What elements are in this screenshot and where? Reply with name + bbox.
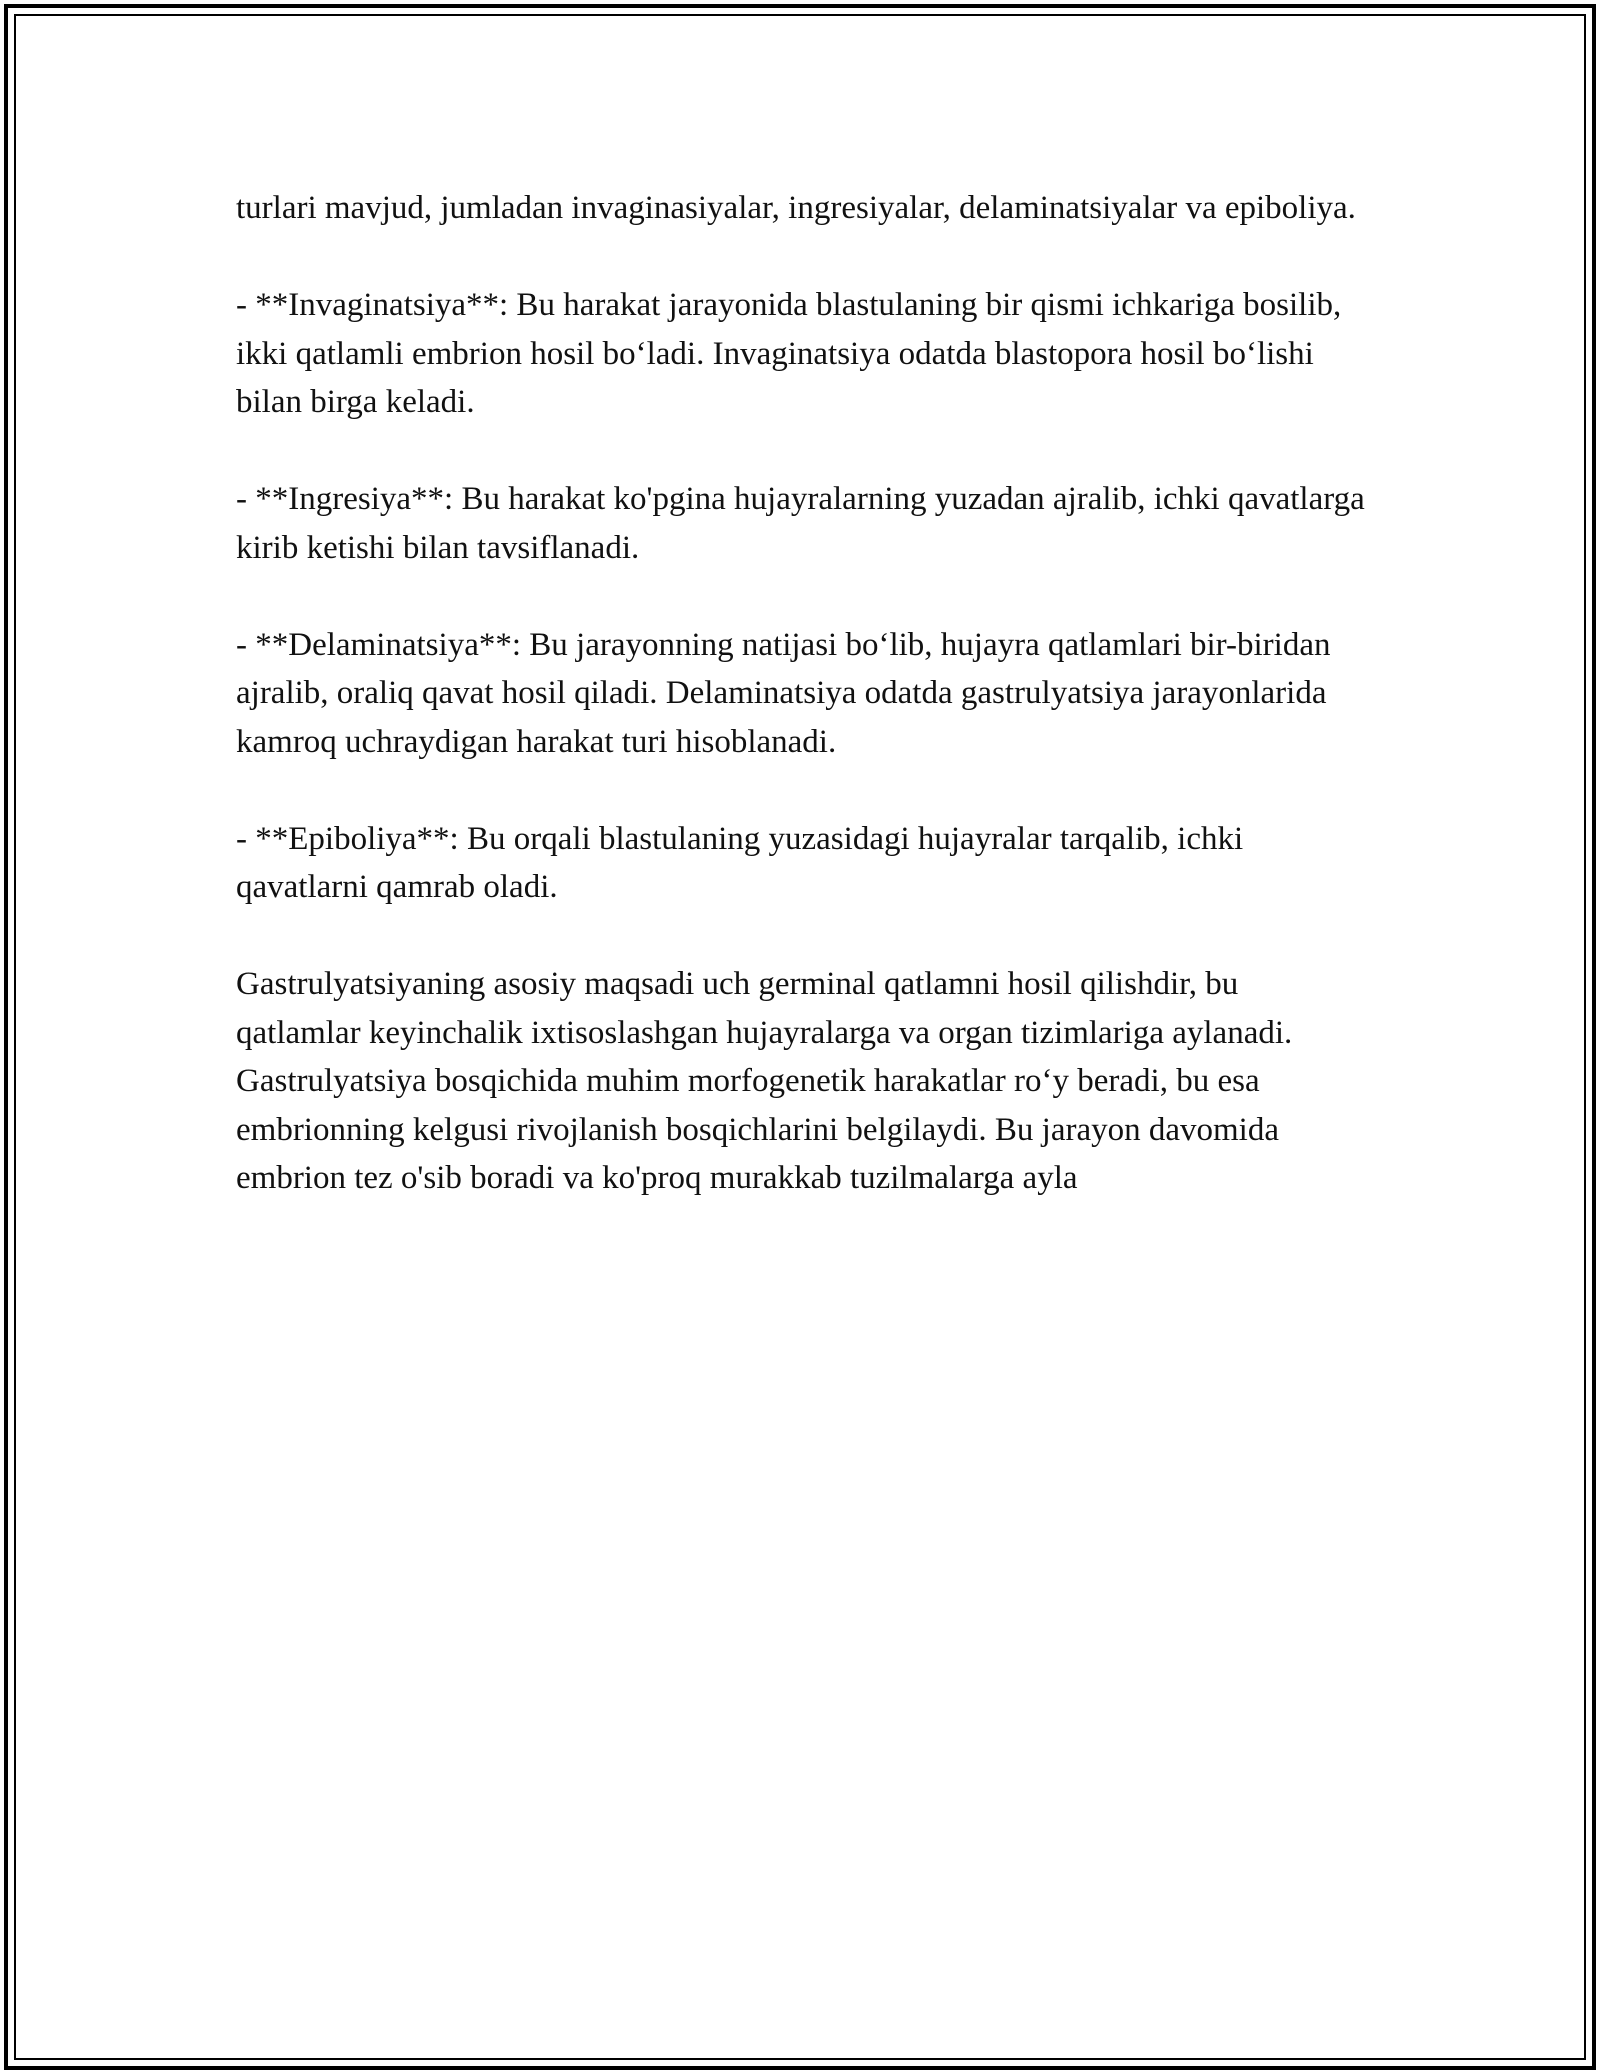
paragraph-intro: turlari mavjud, jumladan invaginasiyalar, ingresiyalar, delaminatsiyalar va epiboliya. xyxy=(236,190,1356,226)
paragraph-delaminatsiya: - **Delaminatsiya**: Bu jarayonning natijasi bo‘lib, hujayra qatlamlari bir-biridan ajralib, oraliq qavat hosil qiladi. Delaminatsiya odatda gastrulyatsiya jarayonlarida kamroq uchraydigan harakat turi hisoblanadi. xyxy=(236,626,1331,760)
paragraph-invaginatsiya: - **Invaginatsiya**: Bu harakat jarayonida blastulaning bir qismi ichkariga bosilib, ikki qatlamli embrion hosil bo‘ladi. Invaginatsiya odatda blastopora hosil bo‘lishi bilan birga keladi. xyxy=(236,287,1342,420)
paragraph-epiboliya: - **Epiboliya**: Bu orqali blastulaning yuzasidagi hujayralar tarqalib, ichki qavatlarni qamrab oladi. xyxy=(236,820,1244,905)
paragraph-ingresiya: - **Ingresiya**: Bu harakat ko'pgina hujayralarning yuzadan ajralib, ichki qavatlarga kirib ketishi bilan tavsiflanadi. xyxy=(236,481,1365,566)
paragraph-gastrulyatsiya-summary: Gastrulyatsiyaning asosiy maqsadi uch germinal qatlamni hosil qilishdir, bu qatlamlar keyinchalik ixtisoslashgan hujayralarga va organ tizimlariga aylanadi. Gastrulyatsiya bosqichida muhim morfogenetik harakatlar ro‘y beradi, bu esa embrionning kelgusi rivojlanish bosqichlarini belgilaydi. Bu jarayon davomida embrion tez o'sib boradi va ko'proq murakkab tuzilmalarga ayla xyxy=(236,966,1293,1196)
document-body xyxy=(236,184,1366,1203)
